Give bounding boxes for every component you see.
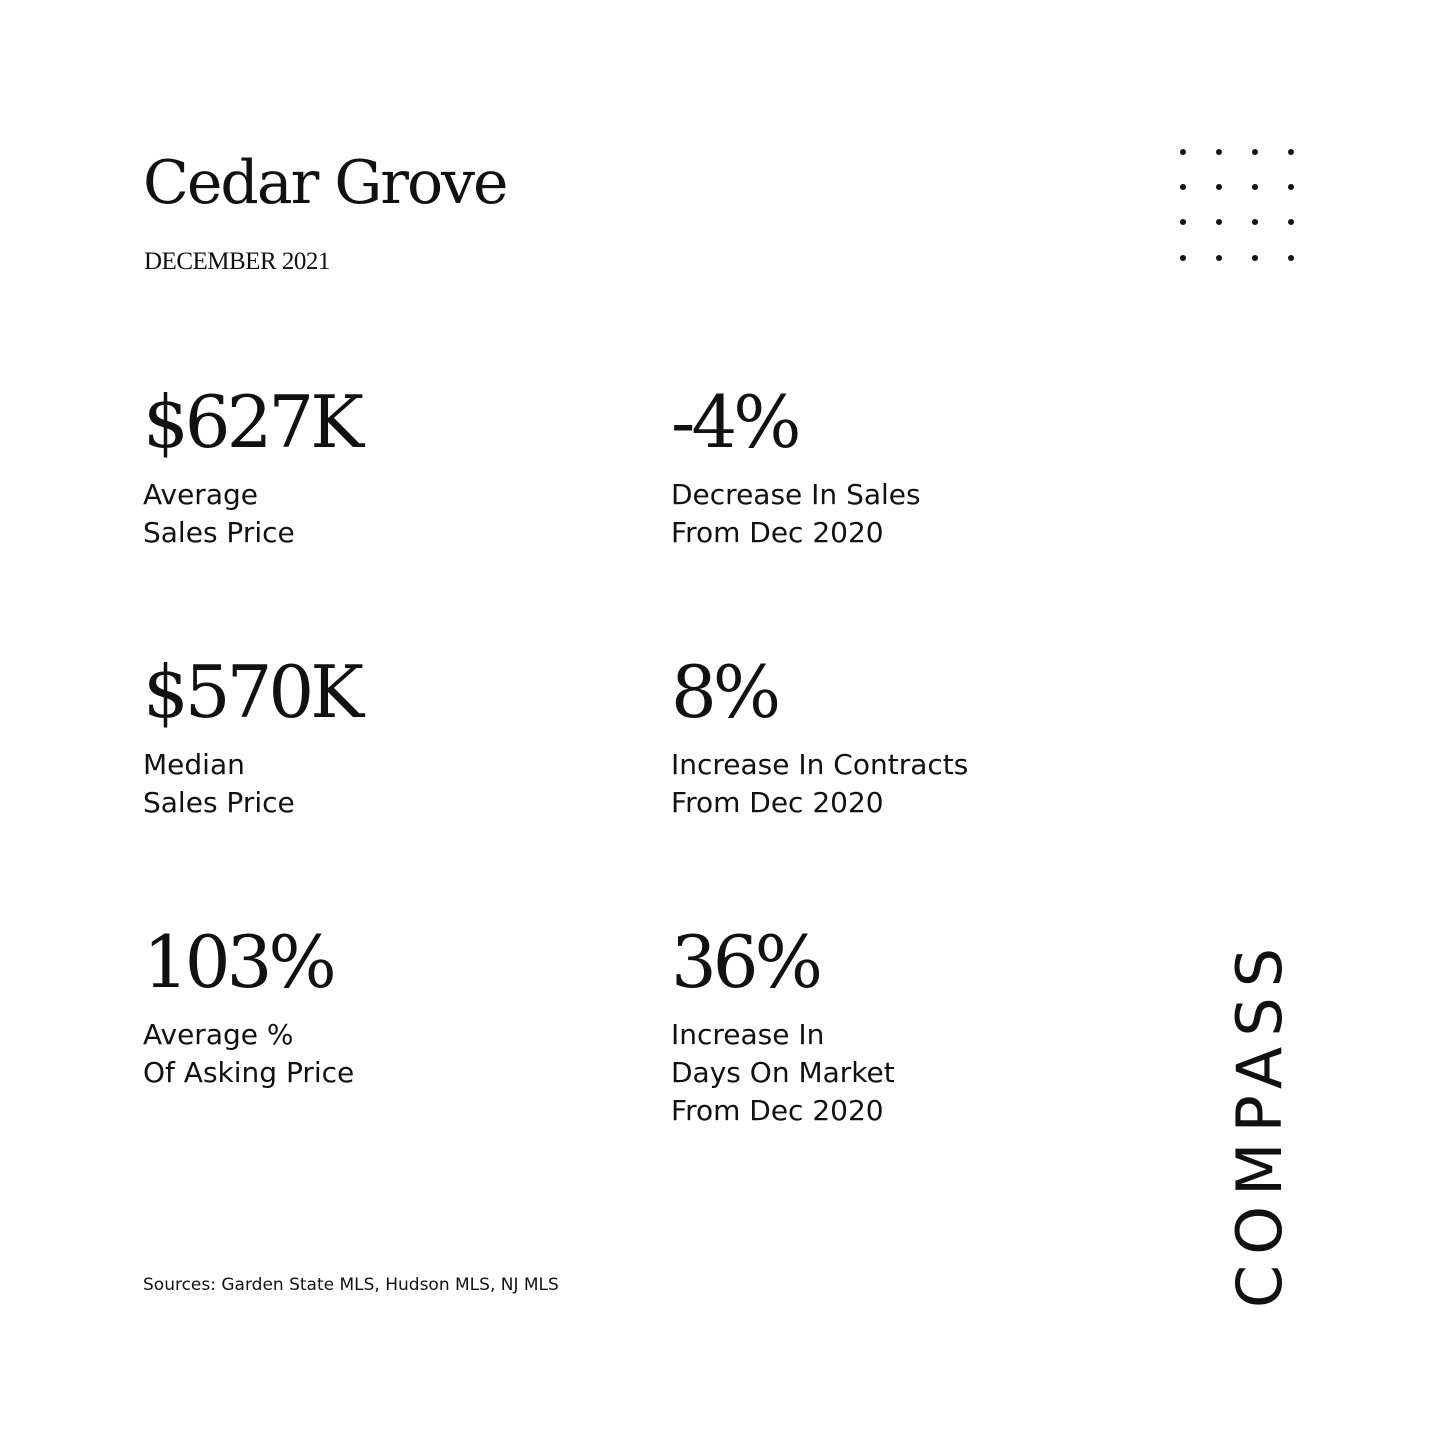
stat-median-sales-price [143, 652, 360, 822]
logo-wordmark: COMPASS [1223, 937, 1296, 1308]
stat-label [143, 746, 360, 822]
stat-label [143, 1016, 354, 1092]
dot-grid-decoration [1176, 145, 1300, 269]
stat-average-sales-price [143, 382, 360, 552]
stat-value: 103% [143, 920, 333, 1004]
page-title: Cedar Grove [143, 148, 507, 218]
stat-average-asking-price [143, 922, 354, 1092]
stat-value: -4% [671, 380, 798, 464]
stat-label-line: Of Asking Price [143, 1056, 355, 1089]
stat-sales-change [671, 382, 921, 552]
stat-label-line: Days On Market [671, 1056, 895, 1089]
stat-label-line: From Dec 2020 [671, 516, 884, 549]
stat-label [671, 476, 921, 552]
stat-contracts-change [671, 652, 968, 822]
stat-label [143, 476, 360, 552]
stat-value: $570K [143, 650, 361, 734]
stat-label-line: Increase In Contracts [671, 748, 969, 781]
stat-label-line: Increase In [671, 1018, 825, 1051]
stat-value: 8% [671, 650, 778, 734]
sources-note: Sources: Garden State MLS, Hudson MLS, NJ MLS [143, 1275, 559, 1295]
stat-label-line: From Dec 2020 [671, 786, 884, 819]
stat-label-line: Decrease In Sales [671, 478, 921, 511]
stat-label [671, 1016, 895, 1130]
stat-label-line: Average [143, 478, 258, 511]
stat-label-line: Average % [143, 1018, 294, 1051]
stat-label [671, 746, 968, 822]
report-date: DECEMBER 2021 [144, 248, 330, 275]
stat-label-line: From Dec 2020 [671, 1094, 884, 1127]
stat-label-line: Median [143, 748, 245, 781]
stat-label-line: Sales Price [143, 516, 295, 549]
stat-value: 36% [671, 920, 820, 1004]
stat-days-on-market-change [671, 922, 895, 1130]
compass-logo [1180, 937, 1340, 1308]
stat-value: $627K [143, 380, 361, 464]
stat-label-line: Sales Price [143, 786, 295, 819]
